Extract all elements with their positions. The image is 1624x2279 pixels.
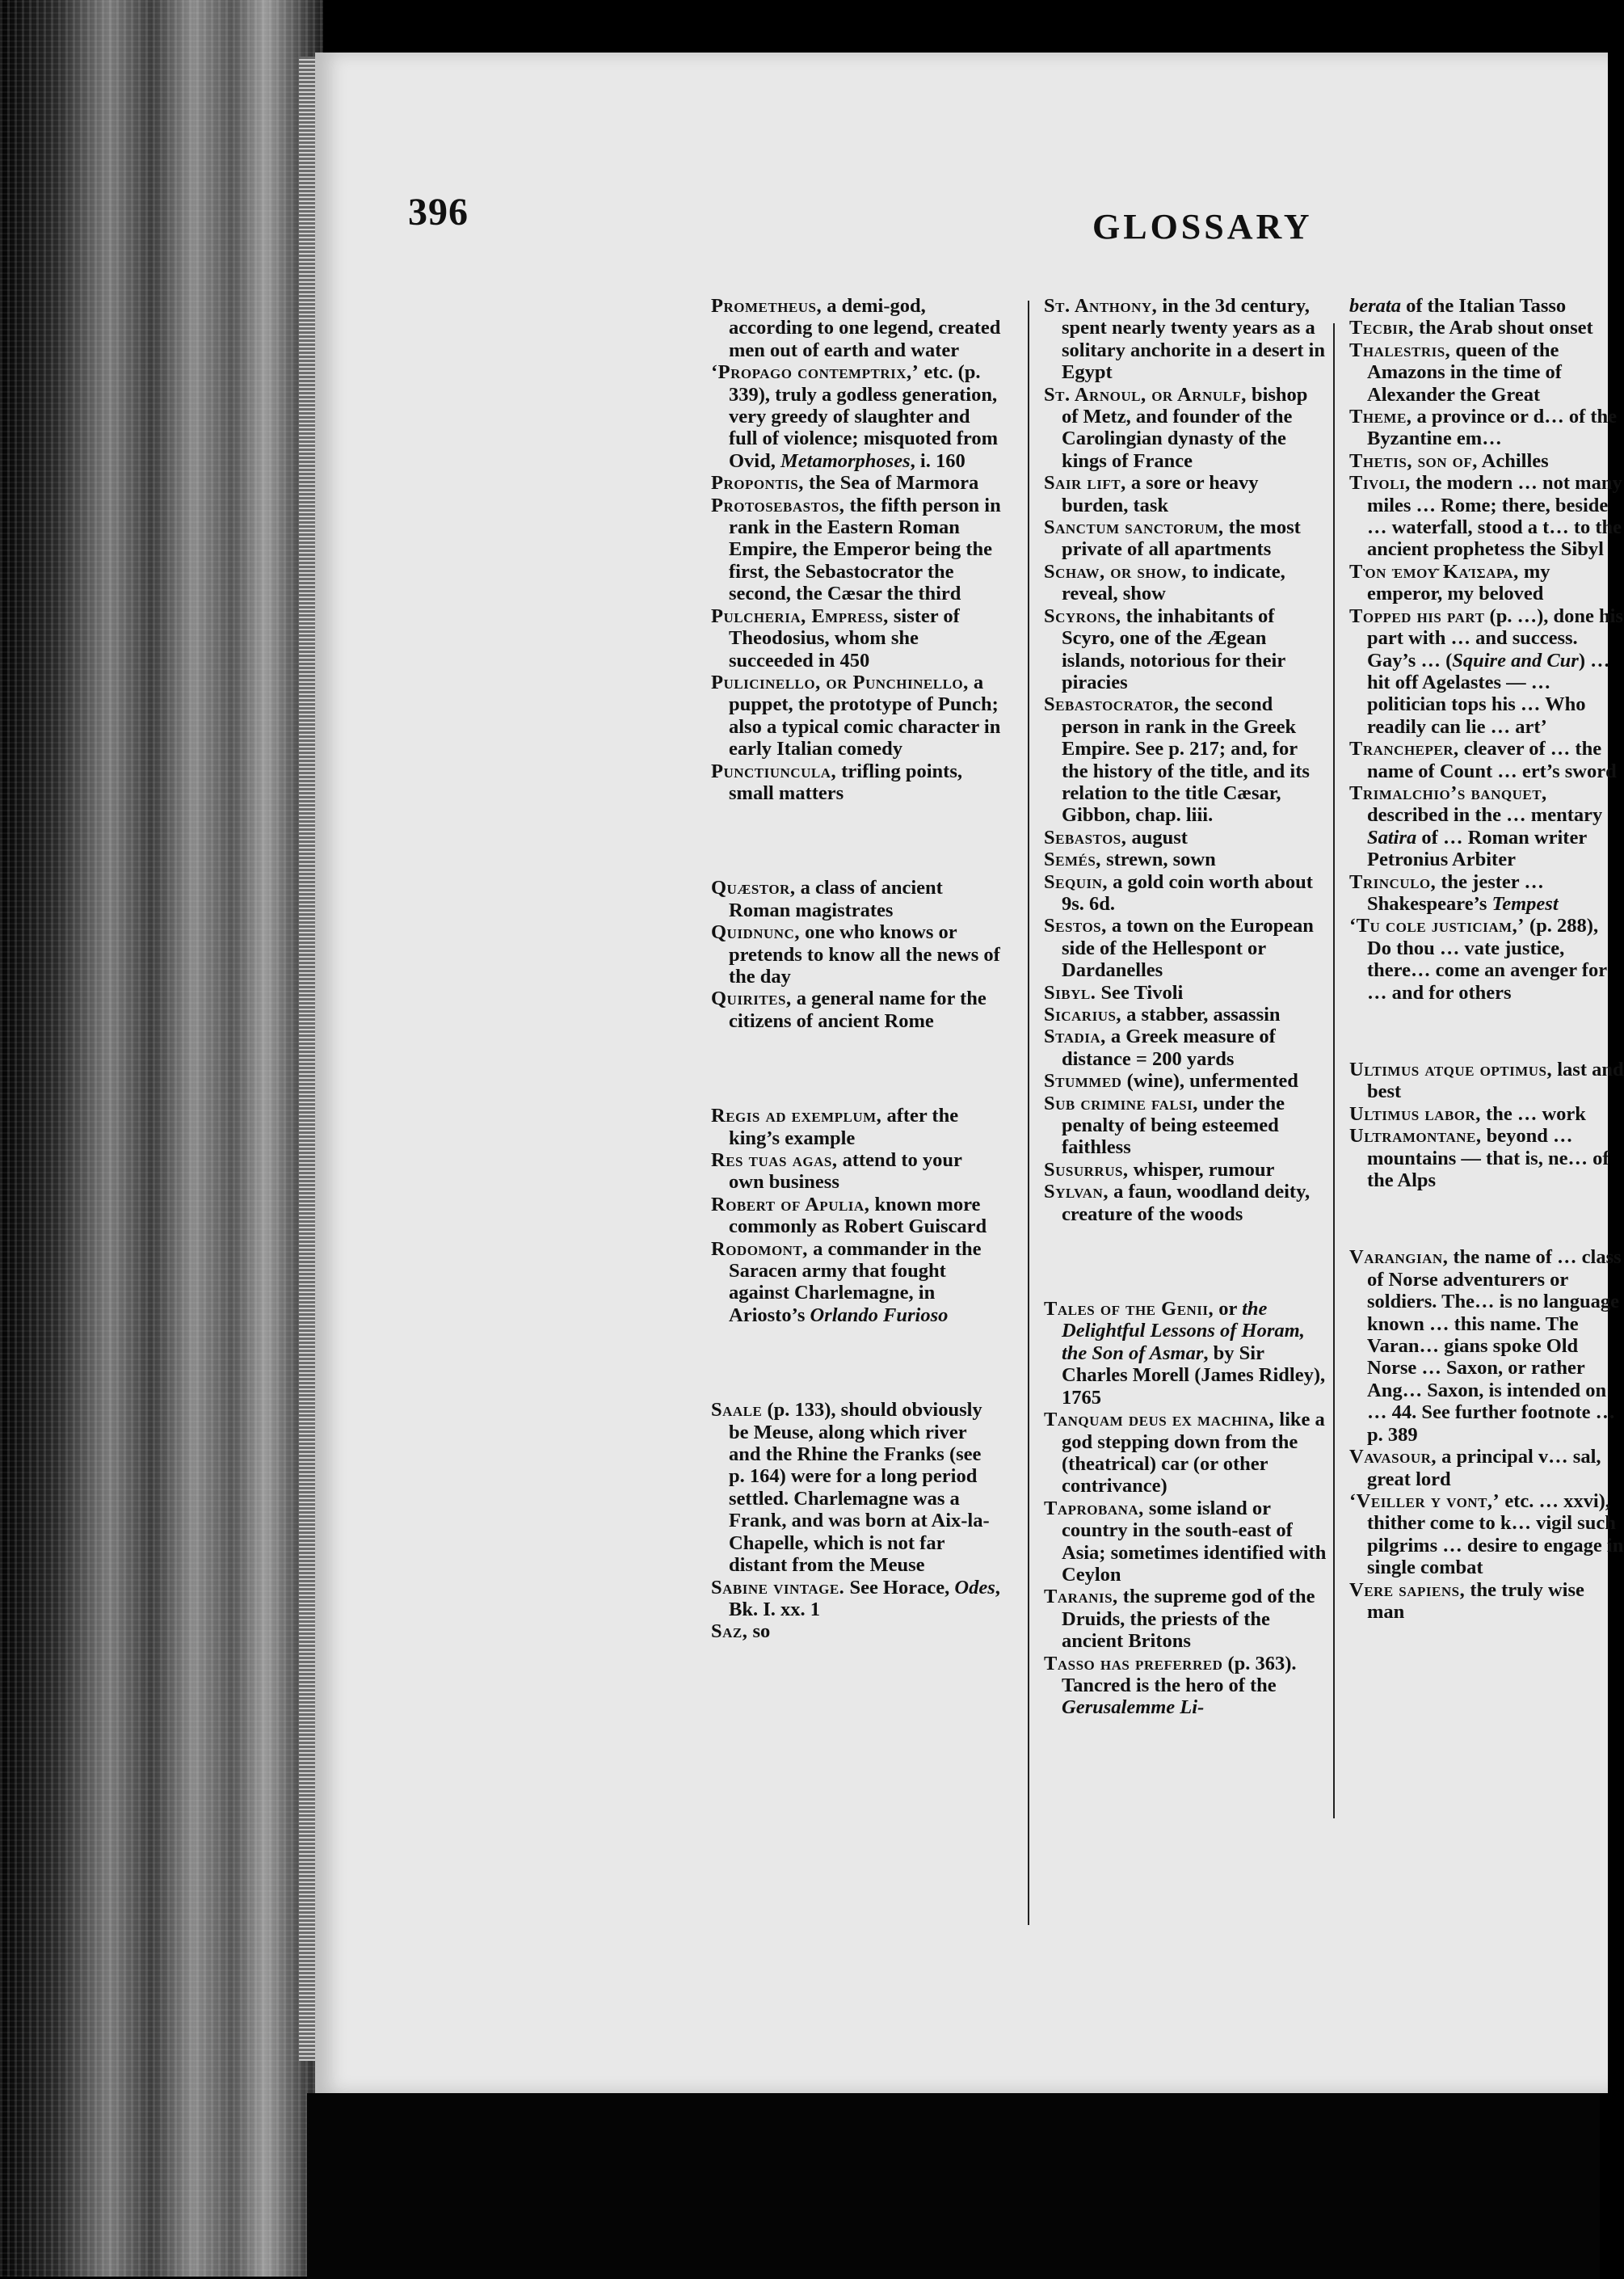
glossary-entry (711, 1620, 1002, 1642)
definition: described in the … mentary (1367, 804, 1603, 827)
definition: under the penalty of being esteemed faithless (1062, 1092, 1285, 1159)
headword: Thetis, son of, (1349, 449, 1478, 472)
definition: Achilles (1477, 449, 1549, 472)
background-shadow (307, 2093, 1600, 2279)
glossary-entry (1044, 605, 1327, 694)
glossary-entry (1349, 1125, 1624, 1191)
definition: a stabber, assassin (1121, 1004, 1281, 1026)
definition-tail: of the Italian Tasso (1400, 295, 1567, 317)
definition: or (1214, 1298, 1243, 1321)
glossary-entry (1044, 1093, 1327, 1159)
glossary-entry (1044, 384, 1327, 473)
definition: a province or d… of the Byzantine em… (1367, 406, 1618, 450)
glossary-entry (711, 605, 1002, 672)
definition: to indicate, reveal, show (1062, 560, 1285, 605)
glossary-entry (1044, 693, 1327, 826)
glossary-column-2 (1044, 295, 1327, 1719)
definition: etc. … xxvi), thither come to k… vigil such pilgrims … desire to engage in single combat (1367, 1489, 1624, 1579)
glossary-entry (1349, 1446, 1624, 1490)
definition: a puppet, the prototype of Punch; also a typical comic character in early Italian comedy (729, 671, 1001, 760)
glossary-entry (1044, 472, 1327, 516)
glossary-entry (1349, 317, 1624, 339)
definition: after the king’s example (729, 1105, 959, 1149)
definition-tail: , by Sir Charles Morell (James Ridley), 1765 (1062, 1342, 1326, 1409)
glossary-entry (711, 1577, 1002, 1621)
headword: Ultramontane, (1349, 1125, 1482, 1148)
glossary-entry (711, 1399, 1002, 1576)
glossary-entry (1044, 982, 1327, 1004)
definition: etc. (p. 339), truly a godless generation, very greedy of slaughter and full of violence; misquoted from Ovid, (729, 361, 998, 472)
headword: Tivoli, (1349, 472, 1411, 495)
glossary-entry (711, 361, 1002, 472)
definition: a Greek measure of distance = 200 yards (1062, 1026, 1276, 1070)
headword: Propontis, (711, 472, 804, 495)
glossary-entry (1044, 1004, 1327, 1026)
headword: Quæstor, (711, 877, 796, 899)
headword: Sebastocrator, (1044, 693, 1180, 716)
definition: the supreme god of the Druids, the priests of the ancient Britons (1062, 1586, 1315, 1653)
definition: sister of Theodosius, whom she succeeded in 450 (729, 605, 960, 672)
letter-section-gap (711, 1032, 1002, 1105)
headword: Taprobana, (1044, 1497, 1144, 1519)
definition-tail: , Bk. I. xx. 1 (729, 1576, 1000, 1620)
headword: ‘Tu cole justiciam,’ (1349, 915, 1525, 937)
definition: (p. …), done his part with … and success. Gay’s … ( (1367, 605, 1623, 672)
headword: Sibyl. (1044, 981, 1096, 1004)
letter-section-gap (1349, 1004, 1624, 1059)
glossary-entry (1349, 450, 1624, 472)
glossary-entry (711, 295, 1002, 361)
definition: a general name for the citizens of ancient Rome (729, 988, 987, 1032)
definition: some island or country in the south-east of Asia; sometimes identified with Ceylon (1062, 1497, 1327, 1586)
headword: Tecbir, (1349, 317, 1414, 339)
page-number: 396 (408, 191, 469, 234)
glossary-entry (1349, 1579, 1624, 1624)
glossary-entry (1044, 1409, 1327, 1498)
definition: like a god stepping down from the (theatrical) car (or other contrivance) (1062, 1409, 1325, 1498)
italic-title: Orlando Furioso (810, 1304, 949, 1326)
definition: a gold coin worth about 9s. 6d. (1062, 870, 1313, 915)
definition: last and best (1367, 1059, 1624, 1103)
headword: Sair lift, (1044, 472, 1126, 495)
definition: one who knows or pretends to know all the news of the day (729, 921, 1000, 988)
definition: the second person in rank in the Greek Empire. See p. 217; and, for the history of the title, and its relation to the title Cæsar, Gibbon, chap. liii. (1062, 693, 1310, 827)
definition: whisper, rumour (1128, 1158, 1275, 1181)
headword: Tanquam deus ex machina, (1044, 1409, 1275, 1431)
definition: the most private of all apartments (1062, 516, 1301, 561)
glossary-entry (1044, 561, 1327, 605)
definition: a sore or heavy burden, task (1062, 472, 1259, 516)
headword: Protosebastos, (711, 494, 845, 516)
glossary-entry (1349, 605, 1624, 738)
headword: Pulcheria, Empress, (711, 605, 889, 627)
glossary-entry (1044, 827, 1327, 849)
definition: the modern … not many miles … Rome; there, beside … waterfall, stood a t… to the ancient prophetess the Sibyl (1367, 472, 1622, 561)
definition: in the 3d century, spent nearly twenty years as a solitary anchorite in a desert in Egypt (1062, 295, 1325, 384)
definition: a commander in the Saracen army that fought against Charlemagne, in Ariosto’s (729, 1237, 982, 1326)
glossary-entry (1349, 1103, 1624, 1125)
italic-title: Satira (1367, 826, 1417, 849)
headword: Theme, (1349, 406, 1412, 428)
running-head: GLOSSARY (1092, 207, 1313, 246)
headword: Quidnunc, (711, 921, 800, 944)
glossary-entry (1349, 295, 1624, 317)
headword: ‘Propago contemptrix,’ (711, 361, 919, 384)
definition: (p. 363). Tancred is the hero of the (1062, 1652, 1297, 1696)
definition: the Sea of Marmora (803, 472, 979, 495)
headword: Stummed (1044, 1070, 1122, 1093)
headword: Tales of the Genii, (1044, 1298, 1214, 1321)
glossary-entry (1349, 406, 1624, 450)
glossary-entry (1349, 339, 1624, 406)
glossary-entry (1349, 1246, 1624, 1446)
glossary-entry (1044, 915, 1327, 981)
italic-title: Tempest (1491, 892, 1559, 915)
glossary-entry (1044, 516, 1327, 561)
letter-section-gap (711, 1326, 1002, 1399)
headword: Sub crimine falsi, (1044, 1092, 1198, 1114)
headword: Saz, (711, 1620, 748, 1643)
headword: Vavasour, (1349, 1446, 1437, 1468)
definition: (wine), unfermented (1121, 1070, 1298, 1093)
definition: a town on the European side of the Hellespont or Dardanelles (1062, 915, 1314, 982)
glossary-entry (711, 495, 1002, 605)
definition: the truly wise man (1367, 1578, 1584, 1623)
definition: the fifth person in rank in the Eastern Roman Empire, the Emperor being the first, the Sebastocrator the second, the Cæsar the third (729, 494, 1001, 605)
glossary-entry (1044, 1298, 1327, 1409)
headword: Rodomont, (711, 1237, 808, 1260)
definition: (p. 288), Do thou … vate justice, there… come an avenger for … and for others (1367, 915, 1607, 1004)
headword: Pulicinello, or Punchinello, (711, 671, 969, 693)
definition: a class of ancient Roman magistrates (729, 877, 943, 921)
headword: Regis ad exemplum, (711, 1105, 882, 1127)
glossary-entry (711, 921, 1002, 988)
headword: Varangian, (1349, 1246, 1449, 1269)
definition-tail: of … Roman writer Petronius Arbiter (1367, 826, 1587, 871)
glossary-entry (1349, 561, 1624, 605)
headword: Quirites, (711, 988, 792, 1010)
headword: Scyrons, (1044, 605, 1121, 627)
italic-title: Squire and Cur (1452, 649, 1579, 672)
headword: Susurrus, (1044, 1158, 1129, 1181)
headword: Semés, (1044, 849, 1101, 871)
headword: Prometheus, (711, 295, 823, 317)
glossary-column-1 (711, 295, 1002, 1643)
letter-section-gap (1044, 1225, 1327, 1298)
definition: the Arab shout onset (1413, 317, 1593, 339)
glossary-entry (1044, 1070, 1327, 1092)
glossary-entry (711, 1105, 1002, 1149)
headword: Sestos, (1044, 915, 1107, 937)
headword: Schaw, or show, (1044, 560, 1187, 583)
definition: strewn, sown (1100, 849, 1216, 871)
headword: Vere sapiens, (1349, 1578, 1466, 1601)
definition: See Tivoli (1096, 981, 1184, 1004)
headword: Topped his part (1349, 605, 1485, 627)
glossary-entry (1044, 1159, 1327, 1181)
glossary-entry (1349, 782, 1624, 871)
glossary-entry (711, 1238, 1002, 1327)
headword: Taranis, (1044, 1586, 1118, 1608)
headword: ‘Veiller y vont,’ (1349, 1489, 1500, 1512)
glossary-entry (1349, 472, 1624, 561)
headword: Trimalchio’s banquet, (1349, 781, 1547, 804)
headword: Sicarius, (1044, 1004, 1122, 1026)
definition: known more commonly as Robert Guiscard (729, 1193, 987, 1238)
headword: Robert of Apulia, (711, 1193, 870, 1215)
letter-section-gap (711, 804, 1002, 877)
glossary-entry (711, 1194, 1002, 1238)
definition-tail: , i. 160 (910, 449, 966, 472)
glossary-entry (1044, 1026, 1327, 1070)
definition: trifling points, small matters (729, 760, 962, 804)
column-rule-1 (1028, 301, 1029, 1925)
glossary-entry (1044, 849, 1327, 870)
definition: my emperor, my beloved (1367, 560, 1550, 605)
definition: beyond … mountains — that is, ne… of the Alps (1367, 1125, 1609, 1192)
headword: Ultimus atque optimus, (1349, 1059, 1553, 1081)
glossary-entry (711, 760, 1002, 805)
definition: the name of … class of Norse adventurers or soldiers. The… is no language known … this name. The Varan… gians spoke Old Norse … Saxon, or rather Ang… Saxon, is intended on … 44. See further footnote … p. 389 (1367, 1246, 1622, 1446)
definition: attend to your own business (729, 1149, 962, 1194)
headword: Sequin, (1044, 870, 1108, 893)
headword: Sylvan, (1044, 1181, 1109, 1203)
headword: Saale (711, 1399, 763, 1422)
definition: See Horace, (844, 1576, 955, 1599)
definition: queen of the Amazons in the time of Alexander the Great (1367, 339, 1562, 406)
definition: a principal v… sal, great lord (1367, 1446, 1601, 1490)
italic-title: Gerusalemme Li- (1062, 1696, 1205, 1719)
glossary-entry (711, 1149, 1002, 1194)
glossary-entry (1044, 295, 1327, 384)
headword: Sebastos, (1044, 826, 1127, 849)
glossary-entry (711, 988, 1002, 1032)
letter-section-gap (1349, 1191, 1624, 1246)
definition: a demi-god, according to one legend, created men out of earth and water (729, 295, 1001, 361)
italic-title: Metamorphoses (780, 449, 911, 472)
glossary-entry (1044, 1653, 1327, 1719)
definition: august (1126, 826, 1188, 849)
definition: bishop of Metz, and founder of the Carolingian dynasty of the kings of France (1062, 383, 1308, 472)
glossary-column-3 (1349, 295, 1624, 1623)
italic-title: Odes (954, 1576, 995, 1599)
glossary-entry (1349, 738, 1624, 782)
headword: Tasso has preferred (1044, 1652, 1223, 1674)
book-spine (0, 0, 323, 2277)
glossary-entry (1044, 1498, 1327, 1586)
glossary-entry (711, 472, 1002, 494)
glossary-entry (1044, 871, 1327, 916)
headword: St. Anthony, (1044, 295, 1158, 317)
definition: a faun, woodland deity, creature of the woods (1062, 1181, 1311, 1225)
glossary-entry (1349, 915, 1624, 1004)
definition: cleaver of … the name of Count … ert’s sword (1367, 738, 1617, 782)
headword: Sanctum sanctorum, (1044, 516, 1224, 539)
italic-title: berata (1349, 295, 1401, 317)
headword: Sabine vintage. (711, 1576, 845, 1599)
glossary-entry (1349, 1490, 1624, 1579)
definition-tail: ) … hit off Agelastes — … politician tops his … Who readily can lie … art’ (1367, 649, 1610, 738)
glossary-entry (1044, 1181, 1327, 1225)
column-rule-2 (1333, 323, 1335, 1818)
glossary-entry (1349, 1059, 1624, 1103)
headword: St. Arnoul, or Arnulf, (1044, 383, 1247, 406)
headword: Punctiuncula, (711, 760, 837, 782)
definition: the jester … Shakespeare’s (1367, 870, 1544, 915)
definition: the inhabitants of Scyro, one of the Ægean islands, notorious for their piracies (1062, 605, 1285, 693)
headword: Stadia, (1044, 1026, 1106, 1048)
definition: (p. 133), should obviously be Meuse, along which river and the Rhine the Franks (see p. 164) were for a long period settled. Charlemagne was a Frank, and was born at Aix-la-Chapelle, which is not far distant from the Meuse (729, 1399, 990, 1577)
italic-title: the Delightful Lessons of Horam, the Son of Asmar (1062, 1298, 1305, 1364)
headword: Res tuas agas, (711, 1149, 838, 1171)
headword: Trancheper, (1349, 738, 1459, 760)
headword: Ultimus labor, (1349, 1102, 1481, 1125)
glossary-entry (1044, 1586, 1327, 1652)
glossary-entry (711, 672, 1002, 760)
definition: so (747, 1620, 771, 1643)
headword: Trinculo, (1349, 870, 1437, 893)
headword: Thalestris, (1349, 339, 1451, 361)
headword: Τὸν ἐμοῦ Καίσαρα, (1349, 560, 1519, 583)
definition: the … work (1480, 1102, 1586, 1125)
glossary-entry (711, 877, 1002, 921)
glossary-entry (1349, 871, 1624, 916)
